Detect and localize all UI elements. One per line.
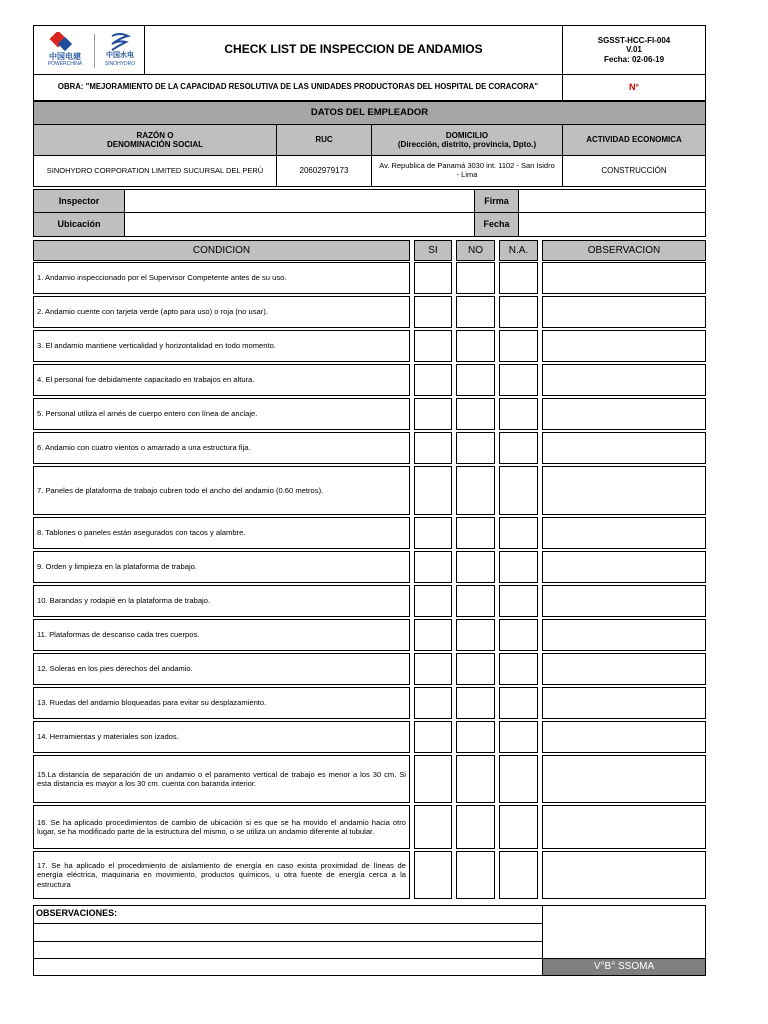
si-checkbox[interactable] [414,466,452,515]
no-checkbox[interactable] [456,755,495,803]
observacion-field[interactable] [542,721,706,753]
doc-code-box [562,25,706,75]
sinohydro-name: 中国水电 [106,52,134,59]
logo-divider [94,34,95,68]
observacion-field[interactable] [542,296,706,328]
observacion-field[interactable] [542,805,706,849]
observacion-field[interactable] [542,364,706,396]
observacion-field[interactable] [542,551,706,583]
domicilio-value: Av. Republica de Panamá 3030 int. 1102 - San Isidro - Lima [371,155,563,187]
col-no-header: NO [456,240,495,261]
no-checkbox[interactable] [456,619,495,651]
no-checkbox[interactable] [456,466,495,515]
observacion-field[interactable] [542,585,706,617]
doc-date: Fecha: 02-06-19 [603,54,665,64]
sinohydro-logo [98,32,142,70]
ruc-value: 20602979173 [276,155,372,187]
condition-text: 16. Se ha aplicado procedimientos de cambio de ubicación si es que se ha movido el andamio hacia otro lugar, se ha modificado parte de la estructura del mismo, o se utiliza un andamio diferente al tubular. [33,805,410,849]
observaciones-label: OBSERVACIONES: [36,908,118,918]
condition-text: 6. Andamio con cuatro vientos o amarrado a una estructura fija. [33,432,410,464]
col-observacion-header: OBSERVACION [542,240,706,261]
logo-box [33,25,145,75]
no-checkbox[interactable] [456,364,495,396]
condition-text: 15.La distancia de separación de un andamio o el paramento vertical de trabajo es menor a los 30 cm. Si esta distancia es mayor a los 30 cm. cuenta con baranda interior. [33,755,410,803]
si-checkbox[interactable] [414,262,452,294]
col-si-header: SI [414,240,452,261]
si-checkbox[interactable] [414,551,452,583]
condition-text: 10. Barandas y rodapié en la plataforma de trabajo. [33,585,410,617]
no-checkbox[interactable] [456,517,495,549]
razon-value: SINOHYDRO CORPORATION LIMITED SUCURSAL DEL PERÚ [33,155,277,187]
fecha-label: Fecha [474,212,519,237]
observacion-field[interactable] [542,466,706,515]
col-domicilio-line1: DOMICILIO [445,130,489,140]
observacion-field[interactable] [542,432,706,464]
col-razon-line2: DENOMINACIÓN SOCIAL [107,140,203,149]
no-checkbox[interactable] [456,653,495,685]
na-checkbox[interactable] [499,653,538,685]
ubicacion-field[interactable] [124,212,475,237]
na-checkbox[interactable] [499,551,538,583]
doc-version: V.01 [626,45,642,55]
na-checkbox[interactable] [499,687,538,719]
si-checkbox[interactable] [414,432,452,464]
no-checkbox[interactable] [456,851,495,899]
observacion-field[interactable] [542,653,706,685]
condition-text: 17. Se ha aplicado el procedimiento de aislamiento de energía en caso exista proximidad de líneas de energía eléctrica, maquinaria en movimiento, productos químicos, u otra fuente de energía cerca a la estructura [33,851,410,899]
observaciones-line-4[interactable] [33,958,543,976]
na-checkbox[interactable] [499,262,538,294]
si-checkbox[interactable] [414,721,452,753]
ubicacion-label: Ubicación [33,212,125,237]
na-checkbox[interactable] [499,364,538,396]
observacion-field[interactable] [542,619,706,651]
powerchina-sub: POWERCHINA [47,61,83,67]
condition-text: 9. Orden y limpieza en la plataforma de trabajo. [33,551,410,583]
si-checkbox[interactable] [414,585,452,617]
na-checkbox[interactable] [499,585,538,617]
no-checkbox[interactable] [456,805,495,849]
si-checkbox[interactable] [414,687,452,719]
no-checkbox[interactable] [456,585,495,617]
na-checkbox[interactable] [499,805,538,849]
na-checkbox[interactable] [499,398,538,430]
condition-text: 11. Plataformas de descanso cada tres cuerpos. [33,619,410,651]
obra-text: OBRA: "MEJORAMIENTO DE LA CAPACIDAD RESOLUTIVA DE LAS UNIDADES PRODUCTORAS DEL HOSPITAL DE CORACORA" [33,74,563,101]
inspector-label: Inspector [33,189,125,213]
no-checkbox[interactable] [456,551,495,583]
si-checkbox[interactable] [414,364,452,396]
col-razon-line1: RAZÓN O [136,130,174,140]
firma-label: Firma [474,189,519,213]
no-checkbox[interactable] [456,262,495,294]
na-checkbox[interactable] [499,755,538,803]
observacion-field[interactable] [542,851,706,899]
condition-text: 4. El personal fue debidamente capacitado en trabajos en altura. [33,364,410,396]
col-domicilio-header [371,124,563,156]
col-razon-header [33,124,277,156]
no-checkbox[interactable] [456,687,495,719]
condition-text: 7. Paneles de plataforma de trabajo cubren todo el ancho del andamio (0.60 metros). [33,466,410,515]
fecha-field[interactable] [518,212,706,237]
observacion-field[interactable] [542,517,706,549]
obra-number[interactable]: N° [562,74,706,101]
na-checkbox[interactable] [499,330,538,362]
observaciones-line-3[interactable] [33,941,543,959]
condition-text: 3. El andamio mantiene verticalidad y horizontalidad en todo momento. [33,330,410,362]
si-checkbox[interactable] [414,398,452,430]
condition-text: 2. Andamio cuente con tarjeta verde (apto para uso) o roja (no usar). [33,296,410,328]
no-checkbox[interactable] [456,721,495,753]
na-checkbox[interactable] [499,619,538,651]
powerchina-logo [40,32,90,70]
no-checkbox[interactable] [456,432,495,464]
condition-text: 8. Tablones o paneles están asegurados con tacos y alambre. [33,517,410,549]
si-checkbox[interactable] [414,755,452,803]
condition-text: 5. Personal utiliza el arnés de cuerpo entero con línea de anclaje. [33,398,410,430]
document-title: CHECK LIST DE INSPECCION DE ANDAMIOS [144,25,563,75]
si-checkbox[interactable] [414,296,452,328]
col-ruc-header: RUC [276,124,372,156]
observacion-field[interactable] [542,262,706,294]
observacion-field[interactable] [542,755,706,803]
condition-text: 13. Ruedas del andamio bloqueadas para evitar su desplazamiento. [33,687,410,719]
col-domicilio-line2: (Dirección, distrito, provincia, Dpto.) [397,140,537,149]
condition-text: 12. Soleras en los pies derechos del andamio. [33,653,410,685]
vobo-label: V°B° SSOMA [542,958,706,976]
si-checkbox[interactable] [414,619,452,651]
si-checkbox[interactable] [414,330,452,362]
no-checkbox[interactable] [456,296,495,328]
inspector-field[interactable] [124,189,475,213]
observacion-field[interactable] [542,398,706,430]
actividad-value: CONSTRUCCIÓN [562,155,706,187]
vobo-signature-box[interactable] [542,905,706,959]
observaciones-line-2[interactable] [33,923,543,942]
powerchina-name: 中国电建 [49,52,81,61]
observacion-field[interactable] [542,330,706,362]
si-checkbox[interactable] [414,517,452,549]
si-checkbox[interactable] [414,805,452,849]
firma-field[interactable] [518,189,706,213]
col-na-header: N.A. [499,240,538,261]
observacion-field[interactable] [542,687,706,719]
sinohydro-sub: SINOHYDRO [104,61,136,67]
na-checkbox[interactable] [499,466,538,515]
si-checkbox[interactable] [414,851,452,899]
no-checkbox[interactable] [456,330,495,362]
na-checkbox[interactable] [499,296,538,328]
doc-code: SGSST-HCC-FI-004 [597,36,671,46]
na-checkbox[interactable] [499,851,538,899]
empleador-section-title: DATOS DEL EMPLEADOR [33,101,706,125]
col-actividad-header: ACTIVIDAD ECONOMICA [562,124,706,156]
no-checkbox[interactable] [456,398,495,430]
si-checkbox[interactable] [414,653,452,685]
condition-text: 14. Herramientas y materiales son izados. [33,721,410,753]
na-checkbox[interactable] [499,721,538,753]
na-checkbox[interactable] [499,432,538,464]
col-condicion-header: CONDICION [33,240,410,261]
condition-text: 1. Andamio inspeccionado por el Supervisor Competente antes de su uso. [33,262,410,294]
na-checkbox[interactable] [499,517,538,549]
